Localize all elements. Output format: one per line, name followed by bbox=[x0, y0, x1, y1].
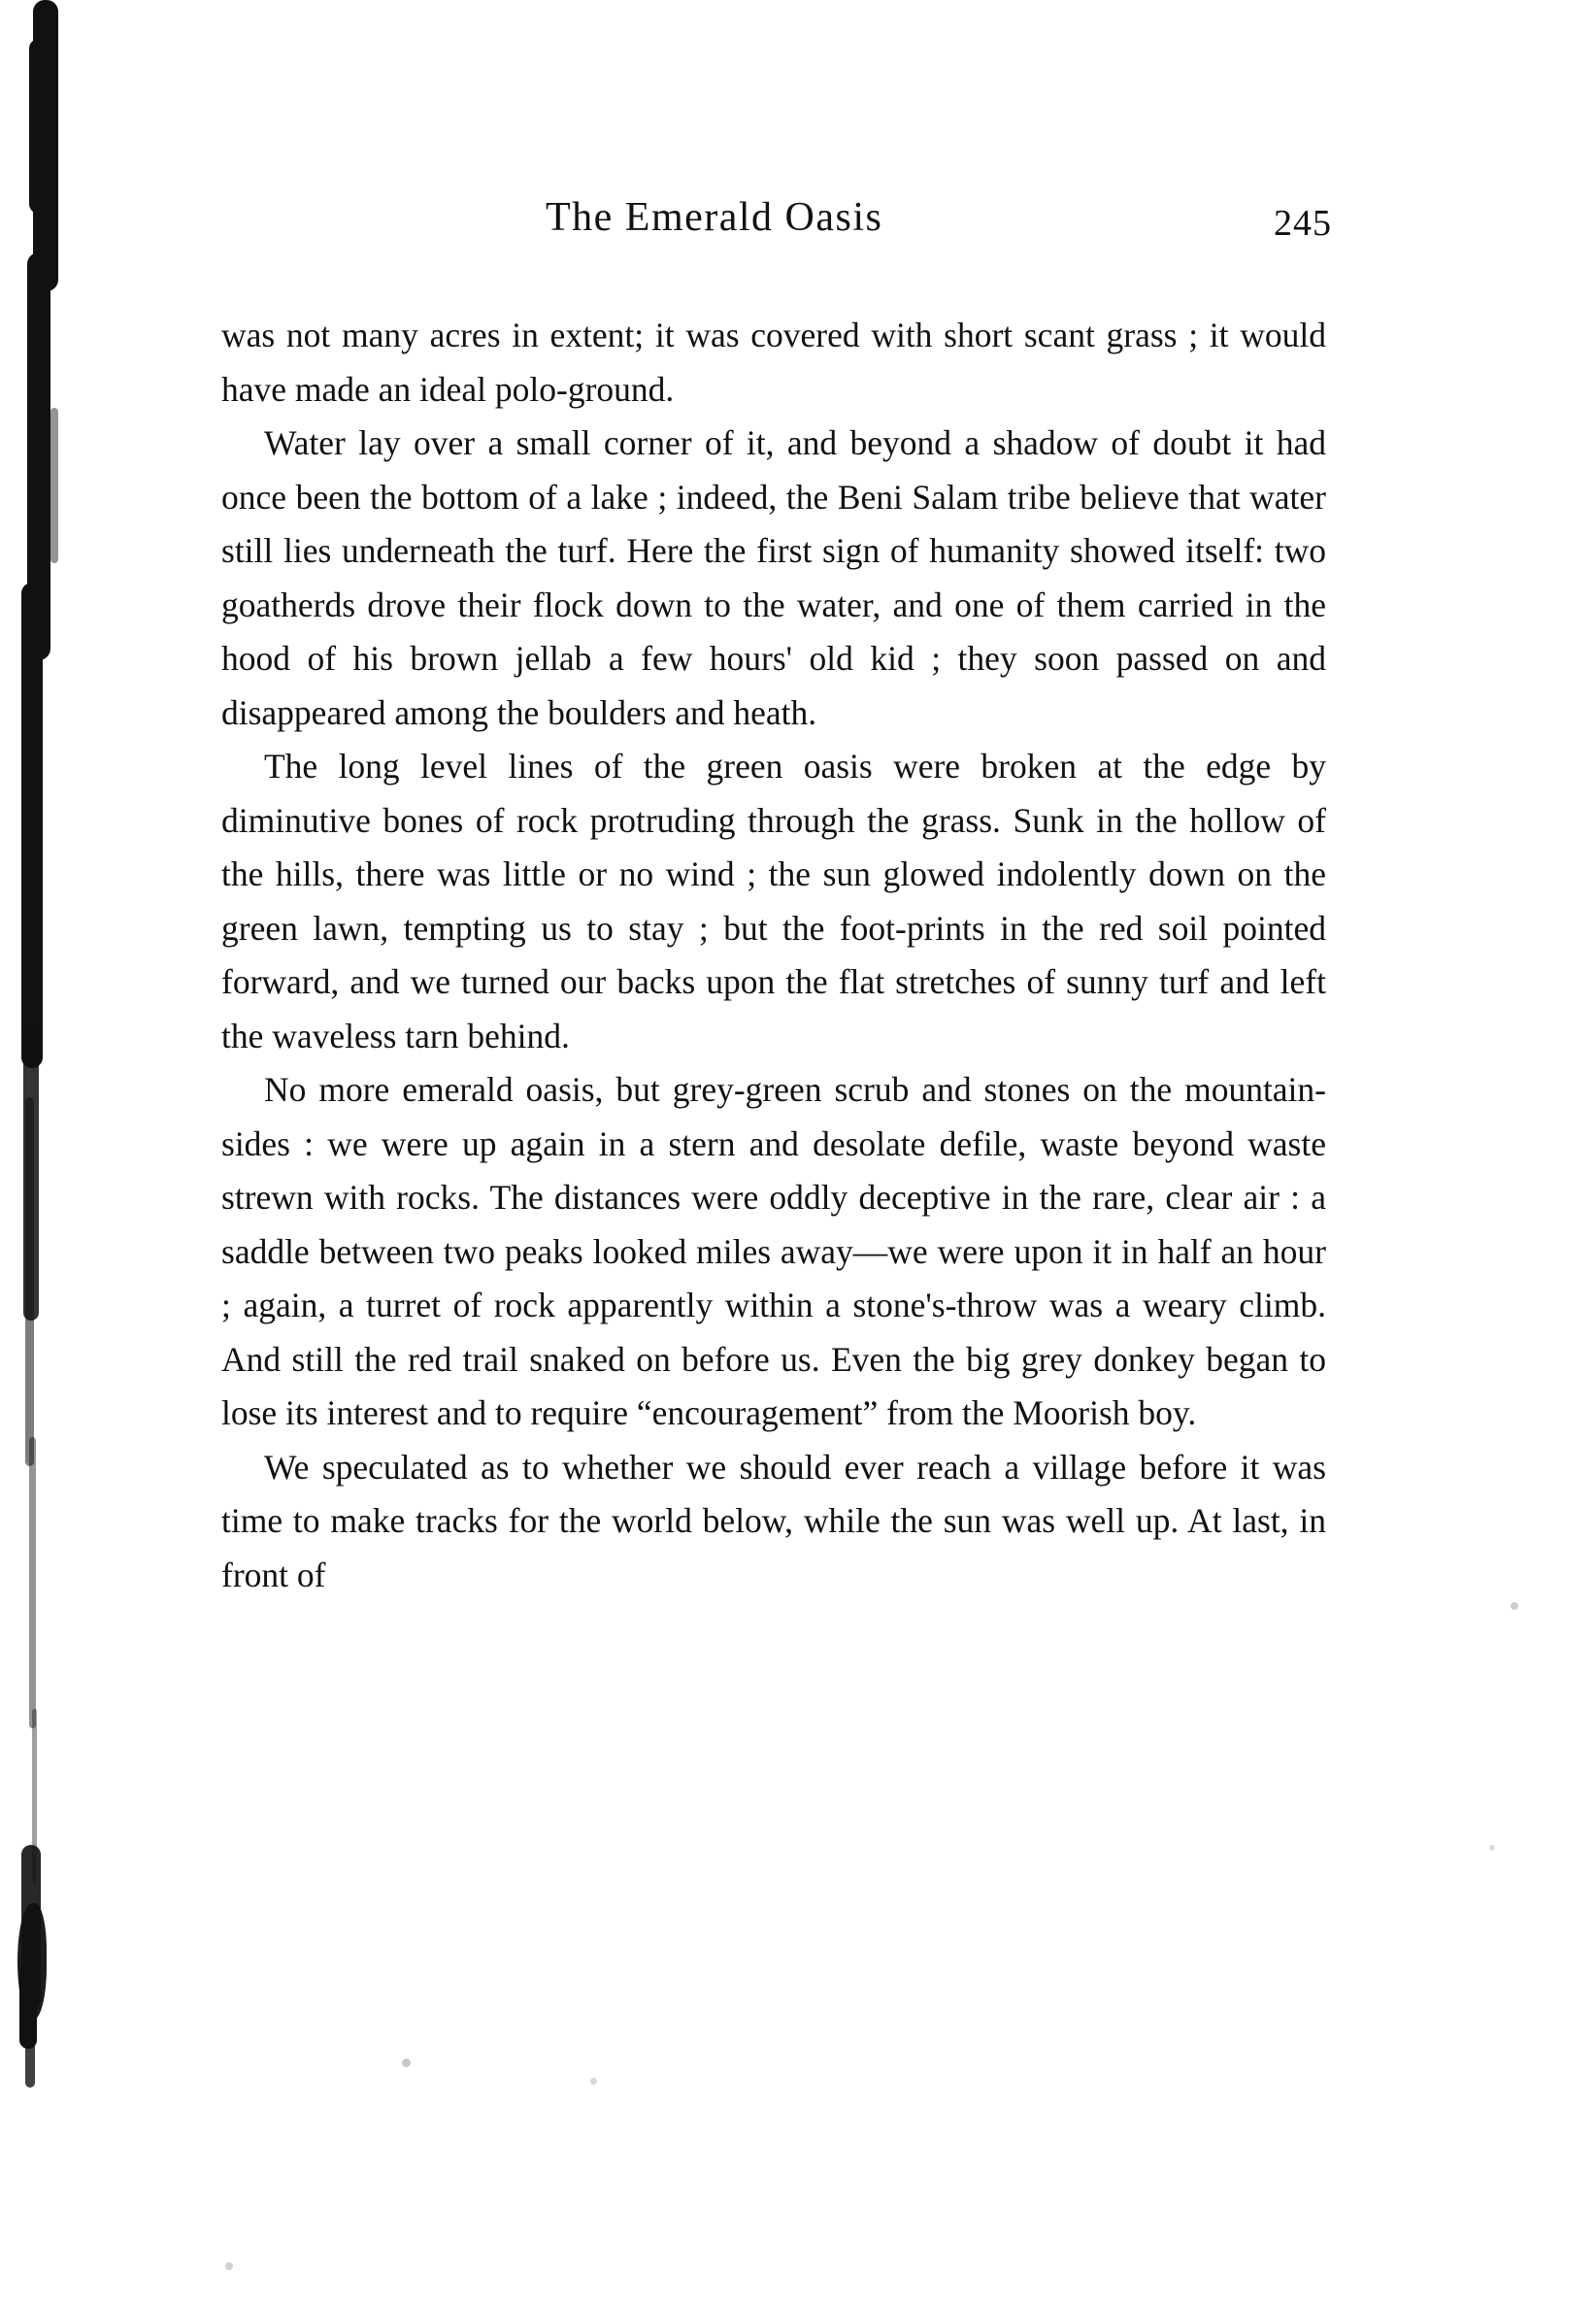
paragraph: Water lay over a small corner of it, and beyond a shadow of doubt it had once been the bottom of a lake ; indeed, the Beni Salam tribe believe that water still lies underneath the turf. Here the first sign of humanity showed itself: two goatherds drove their flock down to the water, and one of them carried in the hood of his brown jellab a few hours' old kid ; they soon passed on and disappeared among the boulders and heath. bbox=[221, 423, 1326, 732]
running-title: The Emerald Oasis bbox=[546, 195, 883, 240]
scan-speck bbox=[590, 2078, 597, 2085]
page-body-text bbox=[221, 309, 1326, 1602]
scan-speck bbox=[1489, 1845, 1495, 1851]
scan-speck bbox=[1511, 1602, 1518, 1610]
paragraph: We speculated as to whether we should ever reach a village before it was time to make tracks for the world below, while the sun was well up. At last, in front of bbox=[221, 1447, 1326, 1594]
scan-speck bbox=[225, 2262, 233, 2270]
page-binding-edge-artifact bbox=[0, 0, 87, 2309]
page-header bbox=[216, 194, 1332, 252]
paragraph: No more emerald oasis, but grey-green scrub and stones on the mountain-sides : we were up again in a stern and desolate defile, waste beyond waste strewn with rocks. The distances were oddly deceptive in the rare, clear air : a saddle between two peaks looked miles away—we were upon it in half an hour ; again, a turret of rock apparently within a stone's-throw was a weary climb. And still the red trail snaked on before us. Even the big grey donkey began to lose its interest and to require “encouragement” from the Moorish boy. bbox=[221, 1070, 1326, 1432]
paragraph: was not many acres in extent; it was covered with short scant grass ; it would have made an ideal polo-ground. bbox=[221, 316, 1326, 409]
paragraph: The long level lines of the green oasis were broken at the edge by diminutive bones of rock protruding through the grass. Sunk in the hollow of the hills, there was little or no wind ; the sun glowed indolently down on the green lawn, tempting us to stay ; but the foot-prints in the red soil pointed forward, and we turned our backs upon the flat stretches of sunny turf and left the waveless tarn behind. bbox=[221, 747, 1326, 1055]
scan-speck bbox=[402, 2058, 411, 2067]
page-number: 245 bbox=[1274, 203, 1332, 244]
